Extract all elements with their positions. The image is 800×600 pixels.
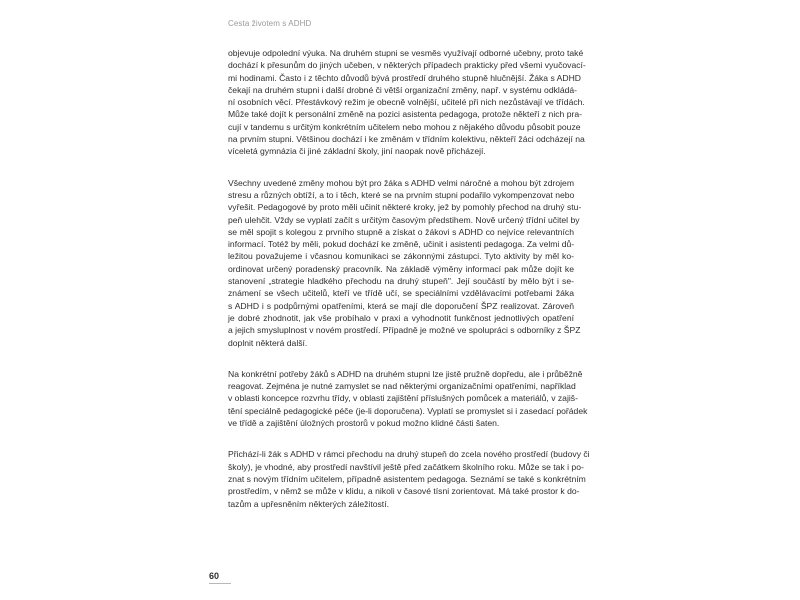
text-line: je dobré zhodnotit, jak vše probíhalo v praxi a vyhodnotit funkčnost jednotlivých opatření [228,312,574,323]
text-line: víceletá gymnázia či jiné základní školy, jiní naopak nově přicházejí. [228,146,486,157]
text-line: tění speciálně pedagogické péče (je-li doporučena). Vyplatí se promyslet si i zasedací pořádek [228,405,588,416]
page-number: 60 [209,571,220,581]
paragraph [228,448,590,509]
text-line: dochází k přesunům do jiných učeben, v některých případech prakticky před všemi vyučovací- [228,60,586,71]
text-line: ní osobních věcí. Přestávkový režim je obecně volnější, učitelé při nich nezůstávají ve třídách. [228,97,585,108]
text-line: stanovení „strategie hladkého přechodu na druhý stupeň". Její součástí by mělo být i se- [228,276,574,287]
text-line: Může také dojít k personální změně na pozici asistenta pedagoga, protože někteří z nich pra- [228,109,582,120]
paragraph [228,47,586,158]
text-line: vyřešit. Pedagogové by proto měli učinit některé kroky, jež by pomohly přechod na druhý stu- [228,202,582,213]
running-head: Cesta životem s ADHD [228,19,312,28]
text-line: ležitou považujeme i včasnou komunikaci se zákonnými zástupci. Tyto aktivity by měl ko- [228,251,574,262]
text-line: čekají na druhém stupni i další drobné či větší organizační změny, např. v systému odkládá- [228,84,578,95]
text-line: známení se všech učitelů, kteří ve třídě učí, se speciálními vzdělávacími potřebami žáka [228,288,574,299]
text-line: Přichází-li žák s ADHD v rámci přechodu na druhý stupeň do zcela nového prostředí (budovy či [228,449,590,460]
text-line: tazům a upřesněním některých záležitostí. [228,498,389,509]
text-line: doplnit některá další. [228,337,308,348]
paragraph [228,177,582,349]
text-line: reagovat. Zejména je nutné zamyslet se nad některými organizačními opatřeními, například [228,381,576,392]
footer-rule [209,583,231,584]
text-line: stresu a různých obtíží, a to i těch, které se na prvním stupni podařilo vykompenzovat nebo [228,189,575,200]
text-line: se měl spojit s kolegou z prvního stupně a získat o žákovi s ADHD co nejvíce relevantních [228,226,574,237]
text-line: školy), je vhodné, aby prostředí navštívil ještě před začátkem školního roku. Může se tak i po- [228,461,584,472]
text-line: znat s novým třídním učitelem, případně asistentem pedagoga. Seznámí se také s konkrétním [228,473,586,484]
text-line: mi hodinami. Často i z těchto důvodů bývá prostředí druhého stupně hlučnější. Žáka s ADHD [228,72,582,83]
text-line: v oblasti koncepce rozvrhu třídy, v oblasti zajištění příslušných pomůcek a materiálů, v zajiš- [228,393,578,404]
text-line: peň ulehčit. Vždy se vyplatí začít s určitým časovým předstihem. Nově určený třídní učitel by [228,214,580,225]
text-line: prostředím, v němž se může v klidu, a nikoli v časové tísni zorientovat. Má také prostor k do- [228,486,580,497]
text-line: Všechny uvedené změny mohou být pro žáka s ADHD velmi náročné a mohou být zdrojem [228,177,574,188]
text-line: s ADHD i s podpůrnými opatřeními, která se mají dle doporučení ŠPZ realizovat. Zároveň [228,300,574,311]
text-line: cují v tandemu s určitým konkrétním učitelem nebo mohou z nějakého důvodu působit pouze [228,121,581,132]
text-line: ve třídě a zajištění úložných prostorů v pokud možno klidné části šaten. [228,418,500,429]
text-line: objevuje odpolední výuka. Na druhém stupni se vesměs využívají odborné učebny, proto také [228,48,584,58]
text-line: a jejich smysluplnost v novém prostředí. Případně je možné ve spolupráci s odborníky z ŠPZ [228,325,581,336]
body-text [228,47,590,529]
paragraph [228,368,588,429]
text-line: Na konkrétní potřeby žáků s ADHD na druhém stupni lze jistě pružně dopředu, ale i průběžně [228,368,583,379]
text-line: na prvním stupni. Většinou dochází i ke změnám v třídním kolektivu, někteří žáci odcházejí na [228,134,585,145]
text-line: informací. Totéž by měli, pokud dochází ke změně, učinit i asistenti pedagoga. Za velmi dů- [228,239,575,250]
text-line: ordinovat určený poradenský pracovník. Na základě výměny informací pak může dojít ke [228,263,574,274]
